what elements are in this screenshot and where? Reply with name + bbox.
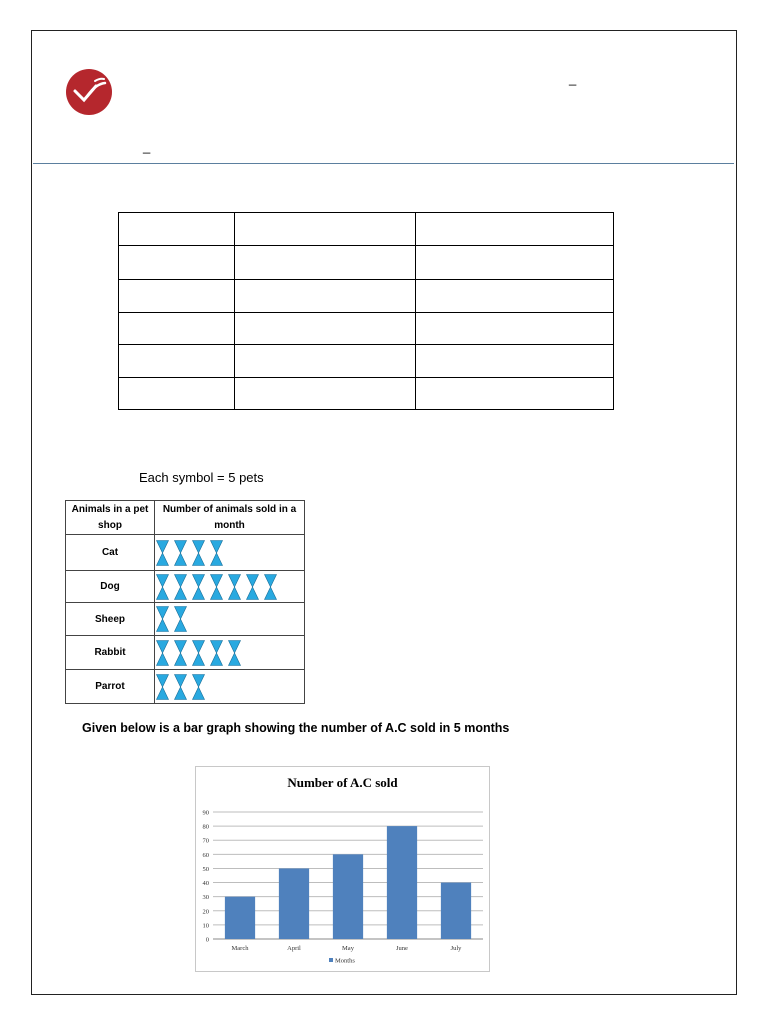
x-tick-label: March [231, 945, 249, 952]
hourglass-icon [156, 574, 169, 600]
hourglass-icon [264, 574, 277, 600]
bar-graph-intro: Given below is a bar graph showing the number of A.C sold in 5 months [82, 721, 510, 735]
x-tick-label: May [342, 945, 354, 952]
pictograph-row [66, 535, 305, 571]
hourglass-icon [228, 574, 241, 600]
animal-name: Parrot [66, 670, 155, 704]
hourglass-icon [210, 574, 223, 600]
animal-name: Dog [66, 571, 155, 603]
bar [279, 868, 309, 939]
y-tick-label: 0 [205, 936, 209, 944]
pictograph-row [66, 670, 305, 704]
bar [387, 826, 417, 939]
hourglass-icon [210, 640, 223, 666]
animal-name: Cat [66, 535, 155, 571]
hourglass-icon [156, 606, 169, 632]
y-tick-label: 60 [202, 851, 209, 859]
hourglass-icon [156, 540, 169, 566]
hourglass-icon [192, 540, 205, 566]
hourglass-icon [228, 640, 241, 666]
symbol-cell [155, 636, 305, 670]
bar [333, 854, 363, 939]
legend-label: Months [335, 957, 355, 965]
pictograph-row [66, 571, 305, 603]
chart-canvas [196, 767, 489, 971]
symbol-cell [155, 603, 305, 636]
y-tick-label: 40 [202, 880, 209, 888]
hourglass-icon [174, 574, 187, 600]
legend-swatch [329, 958, 333, 962]
x-tick-label: June [396, 945, 408, 952]
y-tick-label: 20 [202, 908, 209, 916]
bar [441, 883, 471, 939]
header-divider [33, 163, 734, 164]
hourglass-icon [174, 606, 187, 632]
hourglass-icon [174, 540, 187, 566]
hourglass-icon [210, 540, 223, 566]
x-tick-label: April [287, 945, 301, 952]
column-header: Number of animals sold in a month [155, 501, 305, 535]
symbol-cell [155, 535, 305, 571]
hourglass-icon [174, 640, 187, 666]
y-tick-label: 90 [202, 809, 209, 817]
y-tick-label: 80 [202, 823, 209, 831]
symbol-cell [155, 670, 305, 704]
blank-table [118, 212, 614, 410]
pictograph-row [66, 636, 305, 670]
logo-icon [66, 69, 112, 115]
pictograph-table [65, 500, 305, 704]
y-tick-label: 70 [202, 837, 209, 845]
animal-name: Sheep [66, 603, 155, 636]
hourglass-icon [192, 574, 205, 600]
hourglass-icon [174, 674, 187, 700]
symbol-key: Each symbol = 5 pets [139, 470, 264, 485]
hourglass-icon [156, 674, 169, 700]
hourglass-icon [192, 674, 205, 700]
column-header: Animals in a pet shop [66, 501, 155, 535]
hourglass-icon [192, 640, 205, 666]
hourglass-icon [246, 574, 259, 600]
y-tick-label: 30 [202, 894, 209, 902]
bar-chart [195, 766, 490, 972]
animal-name: Rabbit [66, 636, 155, 670]
pictograph-row [66, 603, 305, 636]
header-dash: _ [143, 139, 151, 154]
hourglass-icon [156, 640, 169, 666]
y-tick-label: 10 [202, 922, 209, 930]
x-tick-label: July [450, 945, 462, 952]
bar [225, 897, 255, 939]
symbol-cell [155, 571, 305, 603]
y-tick-label: 50 [202, 865, 209, 873]
header-dash: _ [569, 71, 577, 86]
chart-title: Number of A.C sold [287, 775, 398, 790]
